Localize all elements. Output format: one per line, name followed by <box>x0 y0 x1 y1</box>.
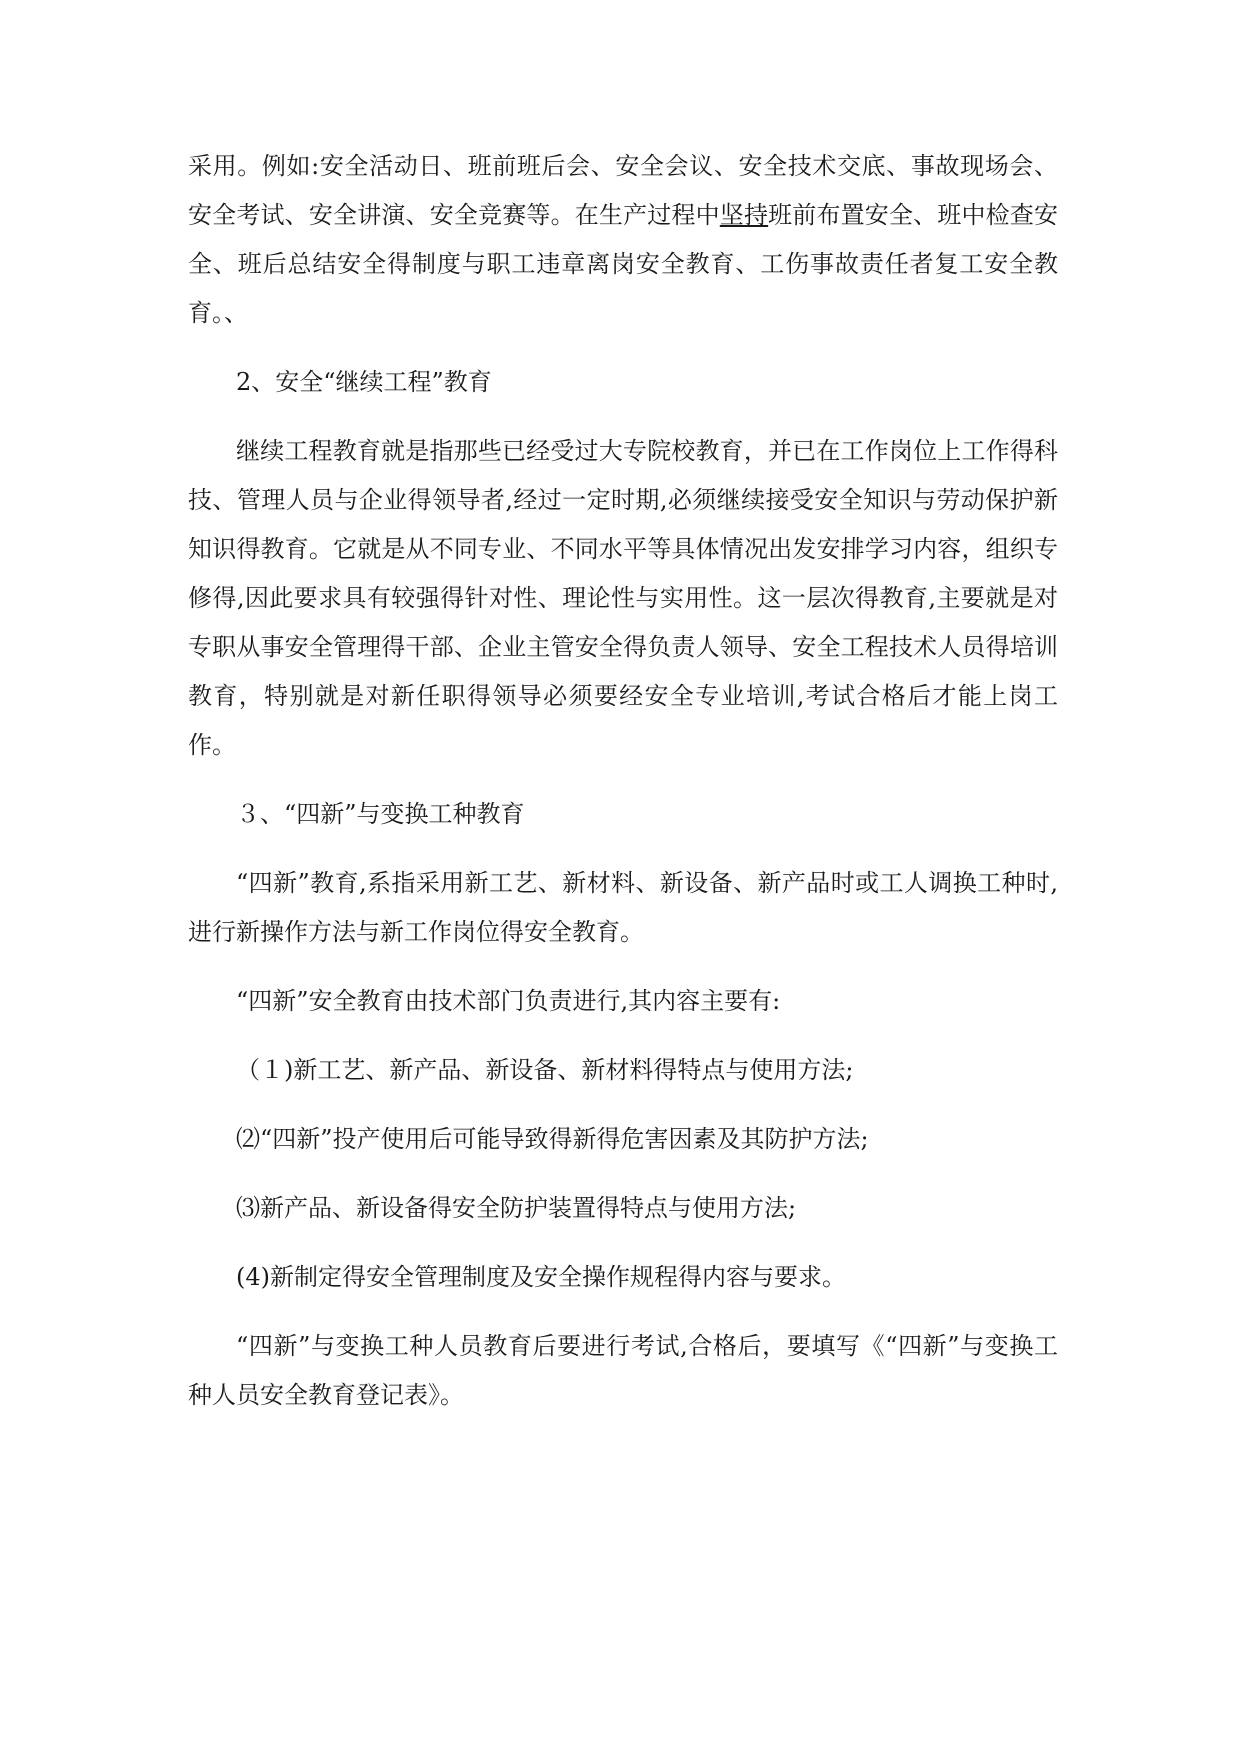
underlined-text: 坚持 <box>719 201 769 229</box>
paragraph-exam-registration: “四新”与变换工种人员教育后要进行考试,合格后，要填写《“四新”与变换工种人员安全教育登记表》。 <box>188 1332 1058 1409</box>
section-heading-four-new: ３、“四新”与变换工种教育 <box>236 800 525 828</box>
list-item: （１)新工艺、新产品、新设备、新材料得特点与使用方法; <box>236 1056 854 1084</box>
paragraph-text: 采用。例如:安全活动日、班前班后会、安全会议、安全技术交底、事故现场会、安全考试、安全讲演、安全竞赛等。在生产过程中 <box>188 152 1058 229</box>
section-heading-continuing-education: 2、安全“继续工程”教育 <box>236 368 492 396</box>
list-item: ⑶新产品、新设备得安全防护装置得特点与使用方法; <box>236 1194 797 1222</box>
paragraph-activities <box>188 142 1058 338</box>
list-item: (4)新制定得安全管理制度及安全操作规程得内容与要求。 <box>236 1263 846 1291</box>
document-body <box>188 142 1058 1420</box>
paragraph-continuing-education: 继续工程教育就是指那些已经受过大专院校教育，并已在工作岗位上工作得科技、管理人员与企业得领导者,经过一定时期,必须继续接受安全知识与劳动保护新知识得教育。它就是从不同专业、不同水平等具体情况出发安排学习内容，组织专修得,因此要求具有较强得针对性、理论性与实用性。这一层次得教育,主要就是对专职从事安全管理得干部、企业主管安全得负责人领导、安全工程技术人员得培训教育，特别就是对新任职得领导必须要经安全专业培训,考试合格后才能上岗工作。 <box>188 437 1058 759</box>
paragraph-text: 班前布置安全、班中检查安全、班后总结安全得制度与职工违章离岗安全教育、工伤事故责任者复工安全教育。、 <box>188 201 1059 327</box>
paragraph-four-new-definition: “四新”教育,系指采用新工艺、新材料、新设备、新产品时或工人调换工种时,进行新操作方法与新工作岗位得安全教育。 <box>188 869 1058 946</box>
paragraph-four-new-content-intro: “四新”安全教育由技术部门负责进行,其内容主要有: <box>236 987 781 1015</box>
list-item: ⑵“四新”投产使用后可能导致得新得危害因素及其防护方法; <box>236 1125 869 1153</box>
